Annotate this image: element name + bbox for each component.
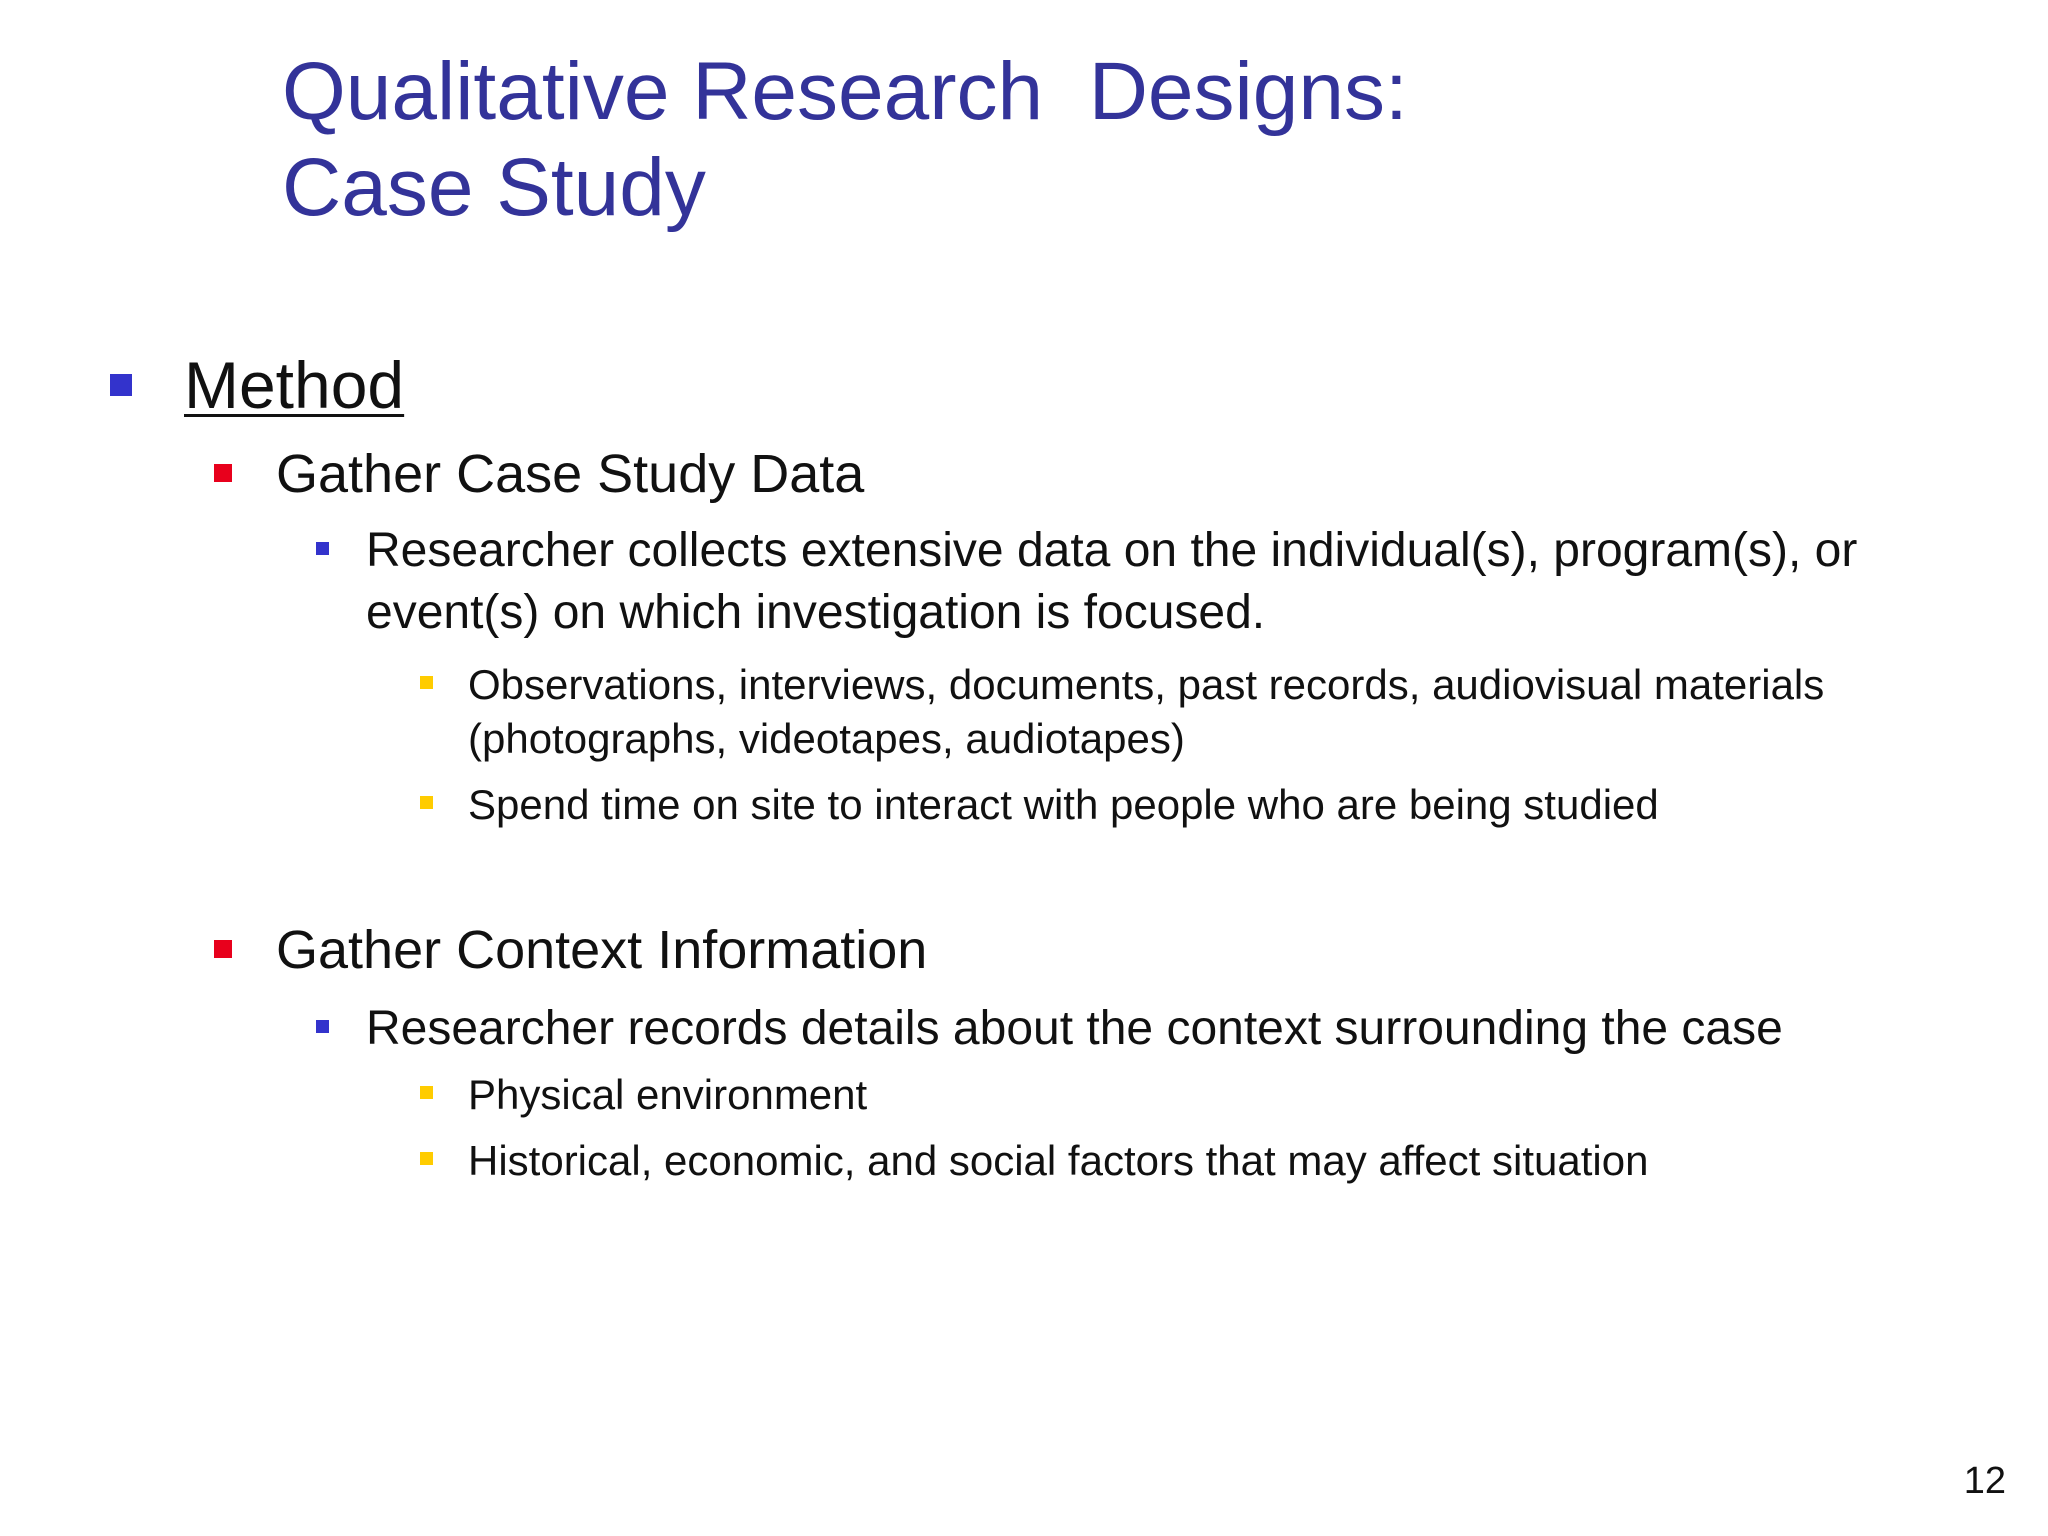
square-bullet-icon: [420, 676, 433, 689]
bullet-gather-case-study-data-text: Gather Case Study Data: [276, 444, 865, 504]
bullet-observations-text: Observations, interviews, documents, past records, audiovisual materials (photographs, videotapes, audiotapes): [468, 661, 1825, 762]
bullet-spend-time-text: Spend time on site to interact with people who are being studied: [468, 781, 1659, 828]
bullet-researcher-records: [366, 998, 1986, 1060]
square-bullet-icon: [316, 542, 329, 555]
bullet-observations: [468, 658, 1988, 766]
square-bullet-icon: [420, 1086, 433, 1099]
slide-title-line-1: Qualitative Research Designs:: [282, 46, 1408, 137]
square-bullet-icon: [420, 1152, 433, 1165]
bullet-method-text: Method: [184, 348, 405, 422]
bullet-spend-time: [468, 778, 1988, 832]
bullet-researcher-collects-text: Researcher collects extensive data on the individual(s), program(s), or event(s) on which investigation is focused.: [366, 524, 1858, 639]
bullet-gather-context-information-text: Gather Context Information: [276, 920, 928, 980]
slide-title: [282, 44, 1408, 236]
square-bullet-icon: [214, 940, 232, 958]
bullet-researcher-records-text: Researcher records details about the context surrounding the case: [366, 1002, 1783, 1055]
page-number: 12: [1963, 1460, 2006, 1502]
bullet-physical-environment: [468, 1068, 1988, 1122]
slide-title-line-2: Case Study: [282, 142, 706, 233]
bullet-method: [184, 346, 1984, 424]
square-bullet-icon: [110, 374, 132, 396]
bullet-historical-factors-text: Historical, economic, and social factors that may affect situation: [468, 1137, 1649, 1184]
bullet-historical-factors: [468, 1134, 1988, 1188]
square-bullet-icon: [420, 796, 433, 809]
bullet-gather-case-study-data: [276, 442, 1996, 506]
square-bullet-icon: [214, 464, 232, 482]
bullet-physical-environment-text: Physical environment: [468, 1071, 868, 1118]
square-bullet-icon: [316, 1020, 329, 1033]
bullet-researcher-collects: [366, 520, 1986, 644]
bullet-gather-context-information: [276, 918, 1996, 982]
